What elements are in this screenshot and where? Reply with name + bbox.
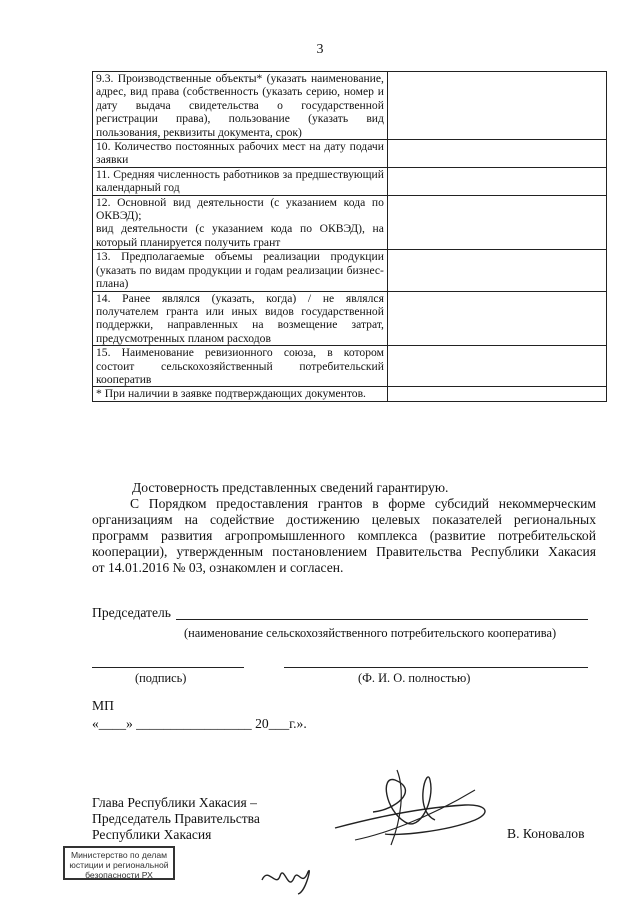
signature-line[interactable] <box>92 667 244 668</box>
field-value-cell[interactable] <box>387 195 606 250</box>
guarantee-text: Достоверность представленных сведений гарантирую. <box>132 480 449 495</box>
chairman-caption: (наименование сельскохозяйственного потребительского кооператива) <box>184 626 557 640</box>
table-row <box>93 346 607 387</box>
registration-initials <box>258 858 318 898</box>
field-label: 12. Основной вид деятельности (с указанием кода по ОКВЭД); вид деятельности (с указанием кода по ОКВЭД), на который планируется получить грант <box>93 195 388 250</box>
consent-line-4: кооперации), утвержденным постановлением Правительства Республики Хакасия <box>92 544 596 559</box>
consent-line-5: от 14.01.2016 № 03, ознакомлен и согласен. <box>92 560 344 575</box>
table-row <box>93 195 607 250</box>
head-title <box>92 795 260 843</box>
field-label: 13. Предполагаемые объемы реализации продукции (указать по видам продукции и годам реализации бизнес-плана) <box>93 250 388 291</box>
date-line: «____» _________________ 20___г.». <box>92 716 307 731</box>
field-label: 9.3. Производственные объекты* (указать наименование, адрес, вид права (собственность (указать серию, номер и дату выдача свидетельства о государственной регистрации права), пользование (указать вид пользования, реквизиты документа, срок) <box>93 72 388 140</box>
field-label: 15. Наименование ревизионного союза, в котором состоит сельскохозяйственный потребительский кооператив <box>93 346 388 387</box>
chairman-name-line[interactable] <box>176 619 588 620</box>
seal-place-label: МП <box>92 698 114 713</box>
field-label: 14. Ранее являлся (указать, когда) / не являлся получателем гранта или иных видов государственной поддержки, направленных на возмещение затрат, предусмотренных планом расходов <box>93 291 388 346</box>
full-name-line[interactable] <box>284 667 588 668</box>
field-value-cell[interactable] <box>387 167 606 195</box>
registration-stamp <box>63 846 175 880</box>
table-row <box>93 72 607 140</box>
stamp-line-1: Министерство по делам <box>70 850 168 860</box>
head-name: В. Коновалов <box>507 826 585 841</box>
field-value-cell[interactable] <box>387 140 606 168</box>
table-row <box>93 140 607 168</box>
full-name-caption: (Ф. И. О. полностью) <box>358 671 471 685</box>
field-value-cell[interactable] <box>387 291 606 346</box>
table-row <box>93 167 607 195</box>
head-title-line-2: Председатель Правительства <box>92 811 260 826</box>
head-title-line-1: Глава Республики Хакасия – <box>92 795 257 810</box>
table-row <box>93 291 607 346</box>
footnote-empty-cell <box>387 387 606 401</box>
official-signature <box>325 750 505 860</box>
consent-line-2: организациям на содействие достижению целевых показателей региональных <box>92 512 596 527</box>
field-value-cell[interactable] <box>387 250 606 291</box>
stamp-line-3: безопасности РХ <box>85 870 153 880</box>
head-title-line-3: Республики Хакасия <box>92 827 212 842</box>
chairman-label: Председатель <box>92 605 171 620</box>
field-value-cell[interactable] <box>387 72 606 140</box>
stamp-line-2: юстиции и региональной <box>69 860 169 870</box>
footnote: * При наличии в заявке подтверждающих документов. <box>93 387 388 401</box>
table-row <box>93 250 607 291</box>
consent-paragraph <box>92 496 596 576</box>
consent-line-3: программ развития агропромышленного комплекса (развитие потребительской <box>92 528 596 543</box>
field-label: 10. Количество постоянных рабочих мест на дату подачи заявки <box>93 140 388 168</box>
field-value-cell[interactable] <box>387 346 606 387</box>
footnote-row <box>93 387 607 401</box>
application-table <box>92 71 607 402</box>
page-number: 3 <box>316 42 324 57</box>
field-label: 11. Средняя численность работников за предшествующий календарный год <box>93 167 388 195</box>
signature-caption: (подпись) <box>135 671 187 685</box>
consent-line-1: С Порядком предоставления грантов в форме субсидий некоммерческим <box>130 496 596 511</box>
